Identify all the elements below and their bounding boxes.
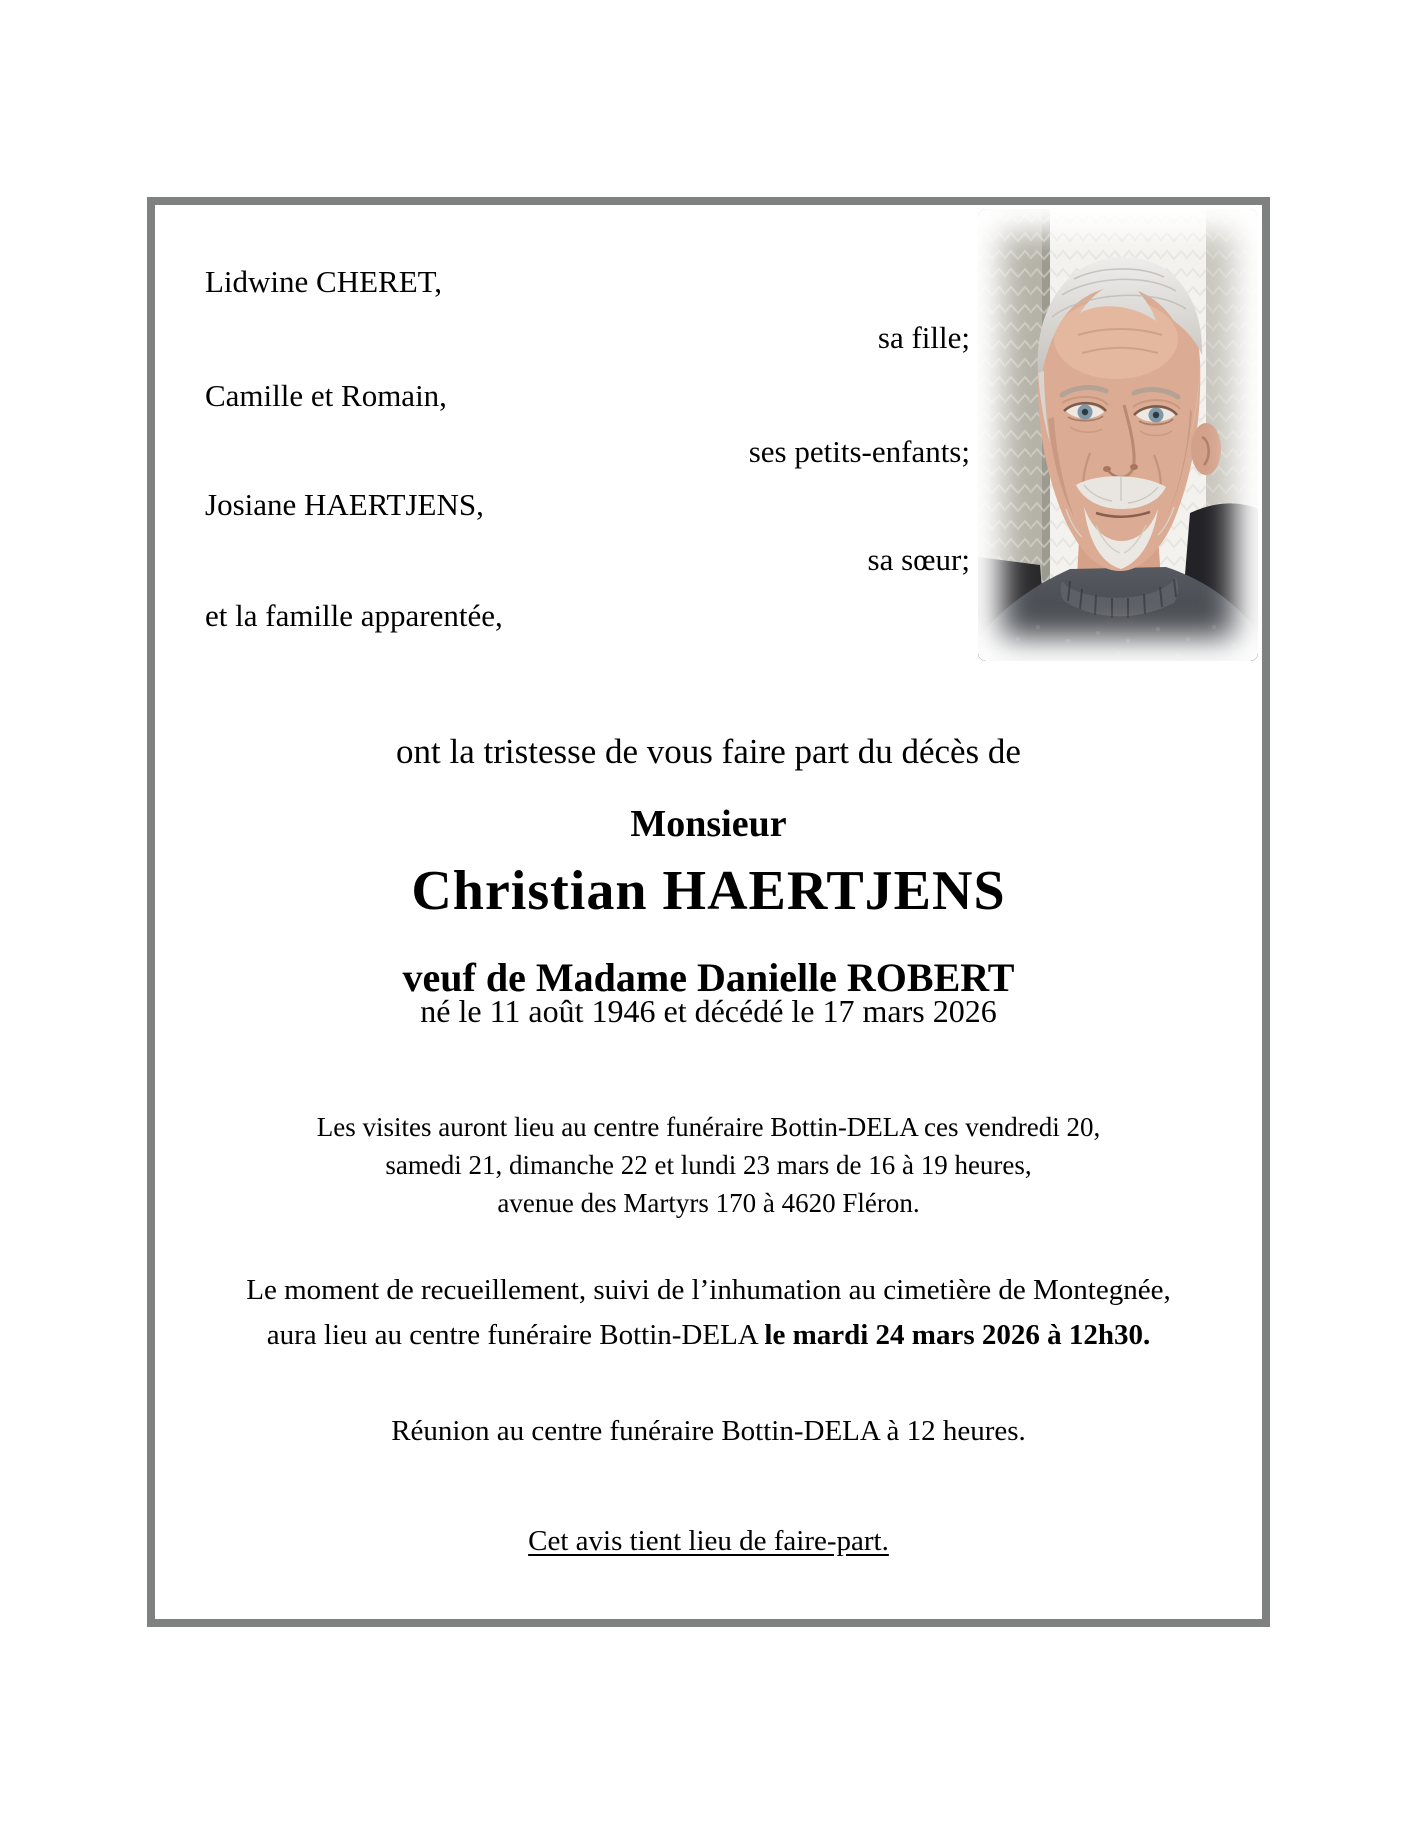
notice-card bbox=[147, 197, 1270, 1627]
visits-paragraph bbox=[155, 1108, 1262, 1222]
ceremony-line2-regular: aura lieu au centre funéraire Bottin-DELA bbox=[266, 1319, 765, 1351]
family-name: Camille et Romain, bbox=[205, 378, 447, 413]
birth-death-dates: né le 11 août 1946 et décédé le 17 mars 2026 bbox=[420, 993, 997, 1029]
family-relation: ses petits-enfants; bbox=[748, 434, 970, 469]
family-name: Lidwine CHERET, bbox=[205, 264, 443, 299]
visits-line: Les visites auront lieu au centre funéraire Bottin-DELA ces vendredi 20, bbox=[316, 1112, 1101, 1142]
widower-line: veuf de Madame Danielle ROBERT bbox=[402, 955, 1015, 1000]
portrait-illustration bbox=[978, 209, 1258, 661]
ceremony-line2-bold: le mardi 24 mars 2026 à 12h30. bbox=[764, 1319, 1151, 1351]
family-relation: sa sœur; bbox=[867, 542, 970, 577]
visits-line: samedi 21, dimanche 22 et lundi 23 mars de 16 à 19 heures, bbox=[385, 1150, 1032, 1180]
deceased-name: Christian HAERTJENS bbox=[411, 860, 1006, 922]
civility-title: Monsieur bbox=[630, 803, 787, 845]
visits-line: avenue des Martyrs 170 à 4620 Fléron. bbox=[497, 1188, 920, 1218]
ceremony-paragraph bbox=[155, 1268, 1262, 1358]
family-relation: sa fille; bbox=[877, 320, 970, 355]
announcement-intro: ont la tristesse de vous faire part du décès de bbox=[396, 732, 1021, 771]
meeting-line: Réunion au centre funéraire Bottin-DELA à 12 heures. bbox=[391, 1415, 1026, 1447]
family-name: et la famille apparentée, bbox=[205, 598, 503, 633]
ceremony-line: Le moment de recueillement, suivi de l’inhumation au cimetière de Montegnée, bbox=[246, 1274, 1171, 1306]
ceremony-line bbox=[155, 1313, 1262, 1358]
faire-part-notice: Cet avis tient lieu de faire-part. bbox=[528, 1525, 889, 1557]
family-name: Josiane HAERTJENS, bbox=[205, 487, 484, 522]
portrait-photo bbox=[978, 209, 1258, 661]
